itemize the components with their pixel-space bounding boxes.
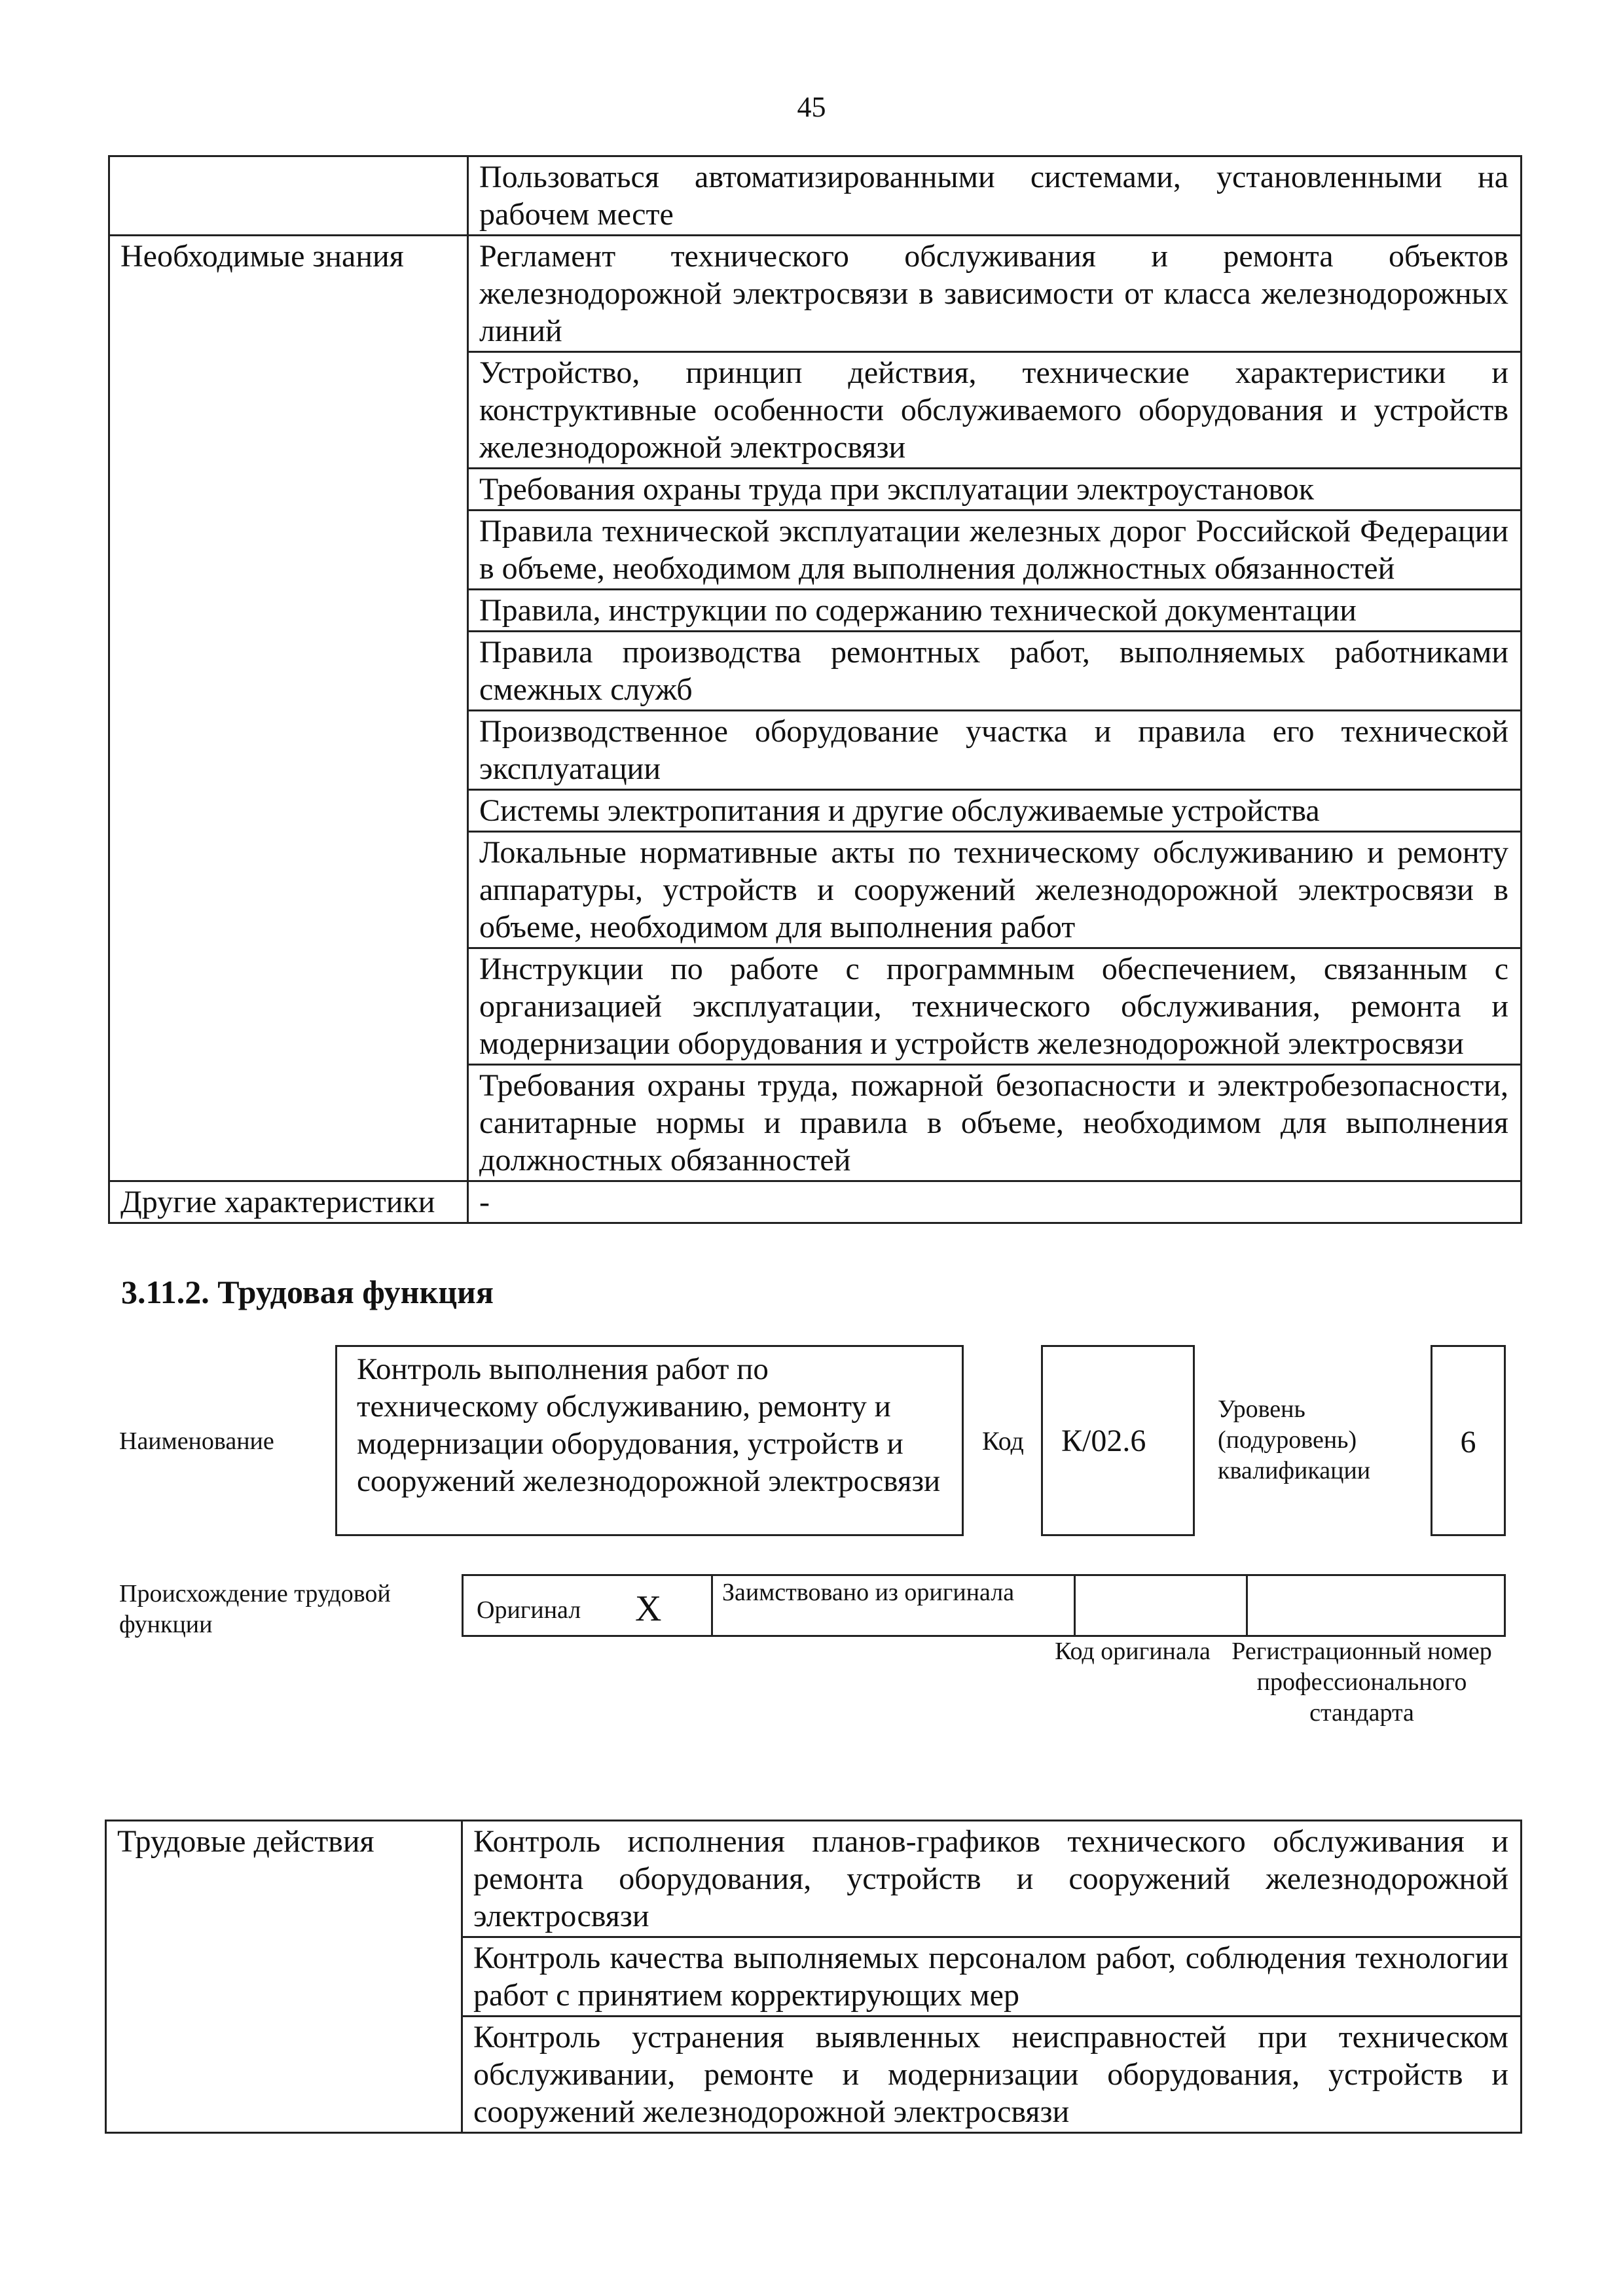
level-value: 6 (1431, 1345, 1506, 1536)
row-value: Системы электропитания и другие обслуживаемые устройства (468, 790, 1522, 832)
origin-label: Происхождение трудовой функции (119, 1580, 391, 1638)
row-value: Локальные нормативные акты по техническому обслуживанию и ремонту аппаратуры, устройств и сооружений железнодорожной электросвязи в объеме, необходимом для выполнения работ (468, 832, 1522, 948)
name-label: Наименование (119, 1427, 274, 1455)
row-value: Контроль устранения выявленных неисправностей при техническом обслуживании, ремонте и модернизации оборудования, устройств и сооружений железнодорожной электросвязи (462, 2017, 1522, 2133)
section-heading: 3.11.2. Трудовая функция (121, 1274, 494, 1310)
row-value: Правила, инструкции по содержанию технической документации (468, 590, 1522, 632)
row-value: Контроль исполнения планов-графиков технического обслуживания и ремонта оборудования, устройств и сооружений железнодорожной электросвязи (462, 1821, 1522, 1937)
row-value: Требования охраны труда при эксплуатации электроустановок (468, 469, 1522, 511)
table-row (106, 1821, 1522, 1937)
row-value: Контроль качества выполняемых персоналом работ, соблюдения технологии работ с принятием корректирующих мер (462, 1937, 1522, 2017)
registration-number-caption: Регистрационный номер профессионального стандарта (1231, 1638, 1492, 1727)
row-value: Правила технической эксплуатации железных дорог Российской Федерации в объеме, необходимом для выполнения должностных обязанностей (468, 511, 1522, 590)
origin-original-label: Оригинал (477, 1596, 581, 1624)
labor-actions-table (105, 1820, 1522, 2134)
table-row (109, 236, 1522, 352)
row-value: Требования охраны труда, пожарной безопасности и электробезопасности, санитарные нормы и правила в объеме, необходимом для выполнения должностных обязанностей (468, 1065, 1522, 1181)
divider (711, 1576, 713, 1635)
row-value: Правила производства ремонтных работ, выполняемых работниками смежных служб (468, 632, 1522, 711)
row-value: Регламент технического обслуживания и ремонта объектов железнодорожной электросвязи в зависимости от класса железнодорожных линий (468, 236, 1522, 352)
table-row (109, 1181, 1522, 1223)
name-value: Контроль выполнения работ по техническому обслуживанию, ремонту и модернизации оборудования, устройств и сооружений железнодорожной электросвязи (335, 1345, 964, 1536)
divider (1246, 1576, 1248, 1635)
row-label-other: Другие характеристики (109, 1181, 468, 1223)
origin-original-mark: X (635, 1588, 662, 1629)
row-label-required-knowledge: Необходимые знания (109, 236, 468, 1181)
code-label: Код (982, 1426, 1024, 1456)
row-value: Пользоваться автоматизированными системами, установленными на рабочем месте (468, 156, 1522, 236)
row-value: Устройство, принцип действия, технические характеристики и конструктивные особенности обслуживаемого оборудования и устройств железнодорожной электросвязи (468, 352, 1522, 469)
row-value: Производственное оборудование участка и правила его технической эксплуатации (468, 711, 1522, 790)
level-label: Уровень (подуровень) квалификации (1218, 1395, 1371, 1484)
page-number: 45 (797, 91, 826, 123)
code-original-caption: Код оригинала (1055, 1638, 1211, 1665)
code-value: К/02.6 (1041, 1345, 1195, 1536)
row-value: - (468, 1181, 1522, 1223)
row-label (109, 156, 468, 236)
row-value: Инструкции по работе с программным обеспечением, связанным с организацией эксплуатации, технического обслуживания, ремонта и модернизации оборудования и устройств железнодорожной электросвязи (468, 948, 1522, 1065)
row-label-labor-actions: Трудовые действия (106, 1821, 462, 2133)
table-row (109, 156, 1522, 236)
competency-table (108, 155, 1522, 1224)
divider (1074, 1576, 1076, 1635)
origin-borrowed-label: Заимствовано из оригинала (722, 1579, 1015, 1606)
origin-box (462, 1574, 1506, 1637)
